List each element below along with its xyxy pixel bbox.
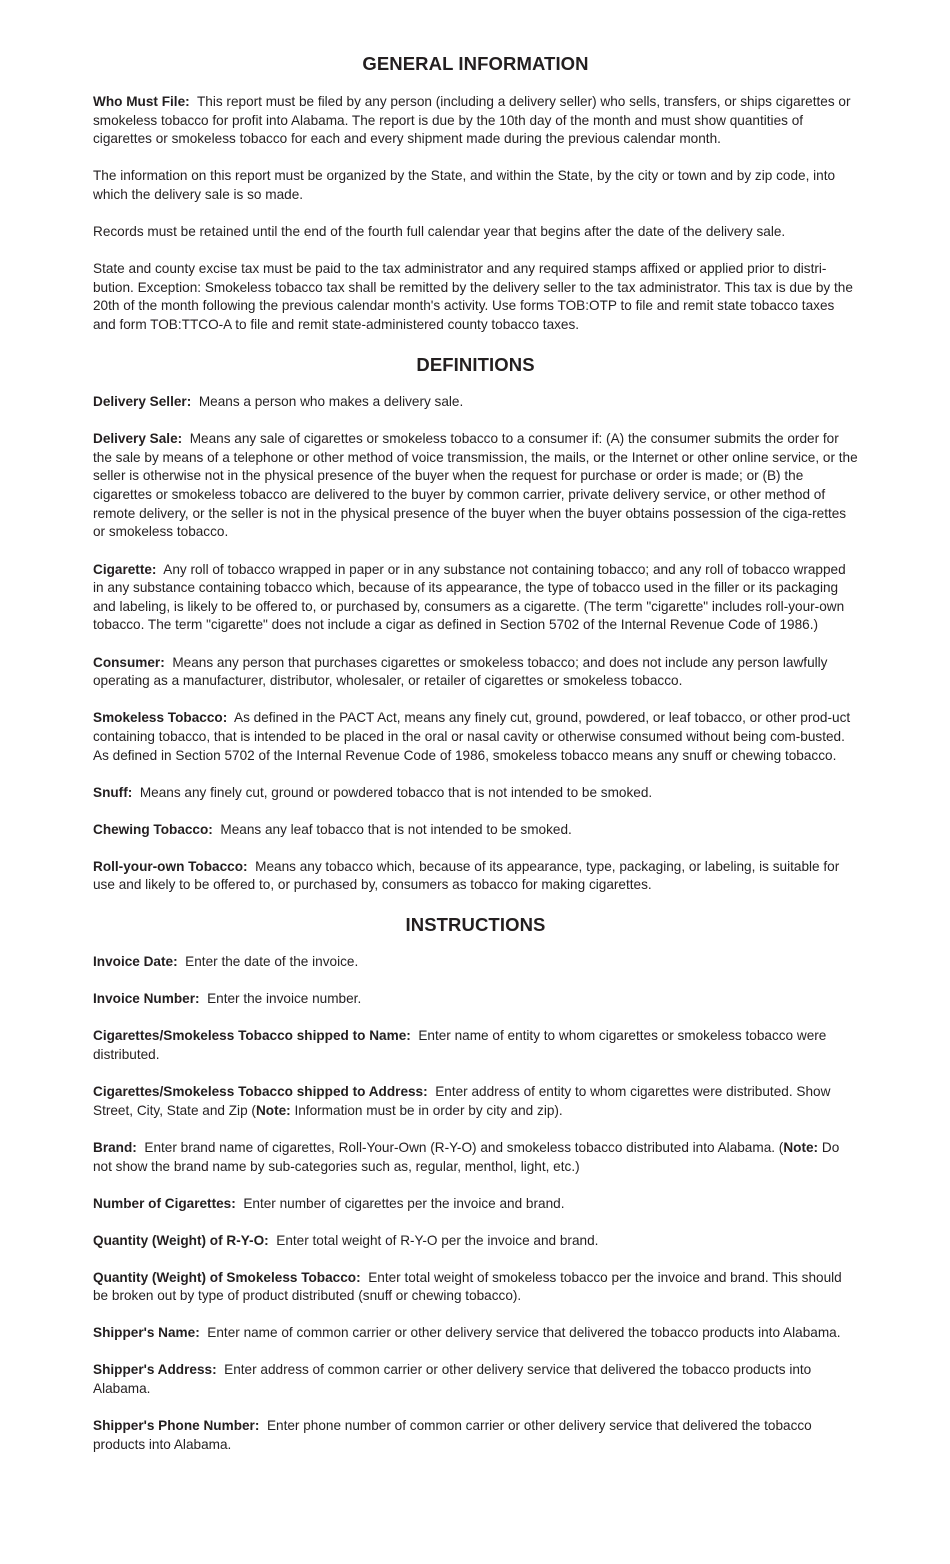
definition-text: Means a person who makes a delivery sale. (198, 394, 464, 410)
instruction-text: Enter number of cigarettes per the invoice and brand. (243, 1195, 565, 1211)
instruction-label: Cigarettes/Smokeless Tobacco shipped to Name: (93, 1028, 411, 1044)
definition-cigarette (93, 561, 858, 636)
definition-text: Means any tobacco which, because of its appearance, type, packaging, or labeling, is suitable for use and likely to be offered to, or purchased by, consumers as tobacco for making cigarettes. (93, 858, 840, 893)
who-must-file-paragraph (93, 93, 858, 149)
definition-text: Means any person that purchases cigarettes or smokeless tobacco; and does not include any person lawfully operating as a manufacturer, distributor, wholesaler, or retailer of cigarettes or smokeless tobacco. (93, 654, 828, 689)
who-must-file-label: Who Must File: (93, 94, 190, 109)
instruction-label: Shipper's Address: (93, 1362, 217, 1378)
definitions-heading: DEFINITIONS (416, 354, 535, 376)
excise-tax-paragraph: State and county excise tax must be paid to the tax administrator and any required stamps affixed or applied prior to distri-bution. Exception: Smokeless tobacco tax shall be remitted by the delivery seller to the tax administrator. This tax is due by the 20th of the month following the previous calendar month's activity. Use forms TOB:OTP to file and remit state tobacco taxes and form TOB:TTCO-A to file and remit state-administered county tobacco taxes. (93, 261, 853, 333)
instruction-text: Enter total weight of R-Y-O per the invoice and brand. (276, 1232, 599, 1248)
definition-text: Any roll of tobacco wrapped in paper or in any substance not containing tobacco; and any roll of tobacco wrapped in any substance containing tobacco which, because of its appearance, the type of tobacco used in the filler or its packaging and labeling, is likely to be offered to, or purchased by, consumers as a cigarette. (The term "cigarette" includes roll-your-own tobacco. The term "cigarette" does not include a cigar as defined in Section 5702 of the Internal Revenue Code of 1986.) (93, 561, 846, 633)
definition-label: Consumer: (93, 654, 165, 670)
definition-text: Means any sale of cigarettes or smokeless tobacco to a consumer if: (A) the consumer submits the order for the sale by means of a telephone or other method of voice transmission, the mails, or the Internet or other online service, or the seller is otherwise not in the physical presence of the buyer when the request for purchase or order is made; or (B) the cigarettes or smokeless tobacco are delivered to the buyer by common carrier, private delivery service, or other method of remote delivery, or the seller is not in the physical presence of the buyer when the buyer obtains possession of the ciga-rettes or smokeless tobacco. (93, 431, 858, 540)
definition-label: Smokeless Tobacco: (93, 710, 228, 726)
instruction-label: Cigarettes/Smokeless Tobacco shipped to Address: (93, 1084, 428, 1100)
note-label: Note: (255, 1102, 291, 1118)
instruction-shipper-phone (93, 1417, 858, 1454)
definition-text: Means any leaf tobacco that is not intended to be smoked. (220, 821, 572, 837)
instruction-brand (93, 1139, 858, 1176)
instruction-invoice-date (93, 953, 858, 972)
instruction-label: Quantity (Weight) of Smokeless Tobacco: (93, 1269, 361, 1285)
instruction-text: Enter brand name of cigarettes, Roll-Your-Own (R-Y-O) and smokeless tobacco distributed into Alabama. ( (144, 1139, 784, 1155)
definition-roll-your-own (93, 858, 858, 895)
instruction-label: Quantity (Weight) of R-Y-O: (93, 1232, 269, 1248)
instruction-text: Enter the invoice number. (207, 991, 362, 1007)
instruction-label: Shipper's Phone Number: (93, 1418, 260, 1434)
definition-label: Cigarette: (93, 561, 157, 577)
organization-paragraph: The information on this report must be organized by the State, and within the State, by the city or town and by zip code, into which the delivery sale is so made. (93, 168, 836, 203)
instruction-smokeless-weight (93, 1269, 858, 1306)
instruction-text: Enter name of common carrier or other delivery service that delivered the tobacco products into Alabama. (207, 1325, 841, 1341)
instruction-text: Enter address of common carrier or other delivery service that delivered the tobacco products into Alabama. (93, 1362, 812, 1397)
instruction-label: Brand: (93, 1139, 137, 1155)
instruction-number-of-cigarettes (93, 1195, 858, 1214)
instruction-label: Shipper's Name: (93, 1325, 200, 1341)
definition-label: Chewing Tobacco: (93, 821, 213, 837)
instruction-text: Enter phone number of common carrier or other delivery service that delivered the tobacco products into Alabama. (93, 1418, 812, 1452)
instruction-text: Enter the date of the invoice. (185, 954, 359, 970)
instruction-label: Number of Cigarettes: (93, 1195, 236, 1211)
instruction-text: Enter name of entity to whom cigarettes or smokeless tobacco were distributed. (93, 1028, 827, 1063)
definition-label: Roll-your-own Tobacco: (93, 858, 248, 874)
instruction-shipper-address (93, 1361, 858, 1398)
general-information-heading: GENERAL INFORMATION (362, 53, 589, 74)
instruction-shipped-to-address (93, 1083, 858, 1120)
note-label: Note: (783, 1139, 819, 1155)
instruction-shipper-name (93, 1324, 858, 1343)
definition-label: Delivery Sale: (93, 431, 183, 447)
definition-label: Delivery Seller: (93, 394, 192, 410)
instruction-invoice-number (93, 990, 858, 1009)
document-page (93, 52, 858, 1473)
definition-consumer (93, 654, 858, 691)
instruction-label: Invoice Number: (93, 991, 200, 1007)
instruction-label: Invoice Date: (93, 954, 178, 970)
definition-snuff (93, 784, 858, 803)
definition-delivery-sale (93, 430, 858, 542)
definition-chewing-tobacco (93, 821, 858, 840)
note-text: Do not show the brand name by sub-categories such as, regular, menthol, light, etc.) (93, 1139, 840, 1174)
instruction-ryo-weight (93, 1232, 858, 1251)
note-text: Information must be in order by city and zip). (294, 1102, 563, 1118)
who-must-file-text: This report must be filed by any person (including a delivery seller) who sells, transfers, or ships cigarettes or smokeless tobacco for profit into Alabama. The report is due by the 10th day of the month and must show quantities of cigarettes or smokeless tobacco for each and every shipment made during the previous calendar month. (93, 94, 851, 147)
definition-text: Means any finely cut, ground or powdered tobacco that is not intended to be smoked. (139, 784, 653, 800)
records-paragraph: Records must be retained until the end of the fourth full calendar year that begins after the date of the delivery sale. (93, 224, 786, 240)
definition-smokeless-tobacco (93, 709, 858, 765)
definition-text: As defined in the PACT Act, means any finely cut, ground, powdered, or leaf tobacco, or other prod-uct containing tobacco, that is intended to be placed in the oral or nasal cavity or otherwise consumed without being com-busted. As defined in Section 5702 of the Internal Revenue Code of 1986, smokeless tobacco means any snuff or chewing tobacco. (93, 710, 851, 763)
definition-label: Snuff: (93, 784, 133, 800)
definition-delivery-seller (93, 393, 858, 412)
instructions-heading: INSTRUCTIONS (405, 914, 546, 936)
instruction-text: Enter total weight of smokeless tobacco per the invoice and brand. This should be broken out by type of product distributed (snuff or chewing tobacco). (93, 1269, 842, 1304)
instruction-shipped-to-name (93, 1027, 858, 1064)
instruction-text: Enter address of entity to whom cigarettes were distributed. Show Street, City, State and Zip ( (93, 1084, 831, 1118)
